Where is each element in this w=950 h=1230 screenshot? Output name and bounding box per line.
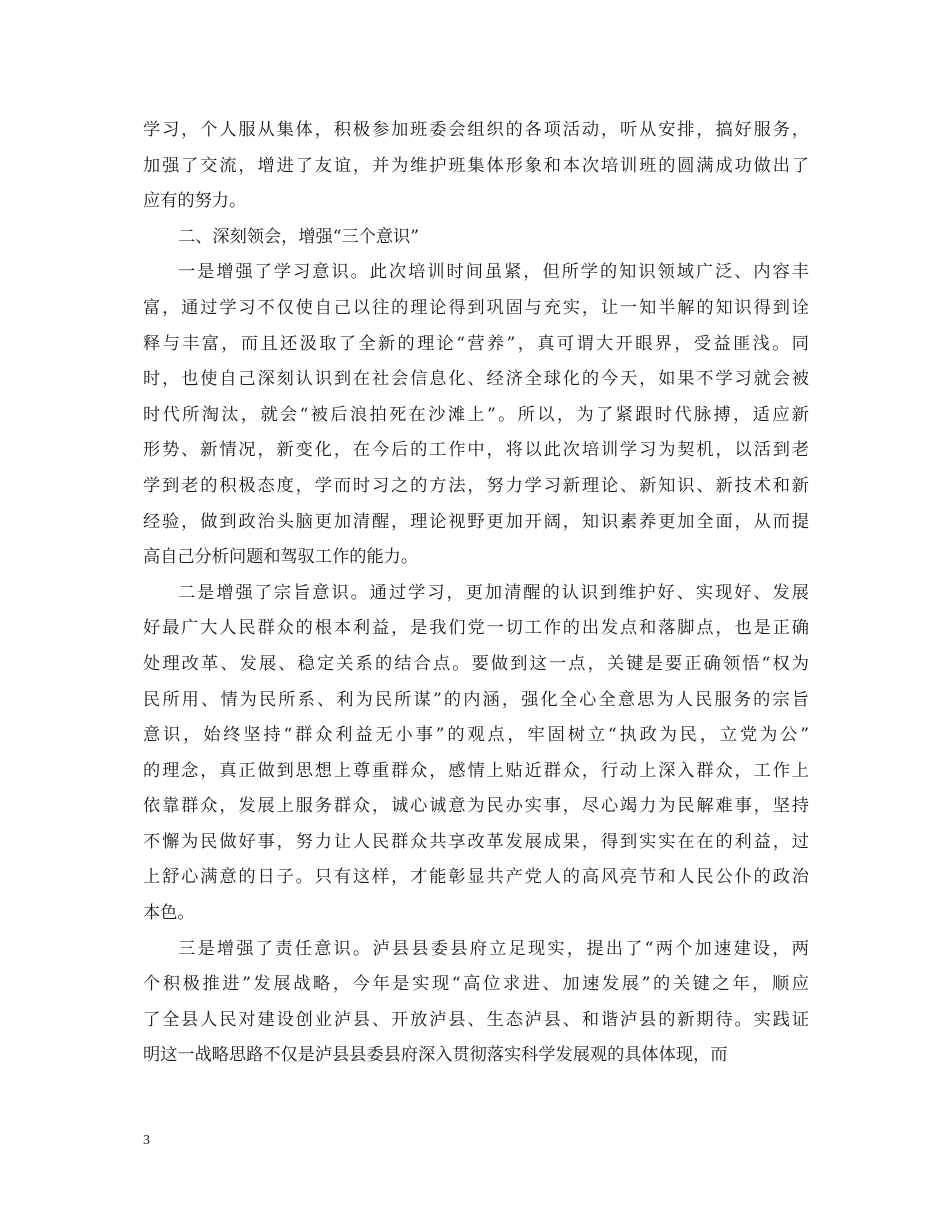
text-line: 明这一战略思路不仅是泸县县委县府深入贯彻落实科学发展观的具体体现，而 — [143, 1045, 728, 1066]
text-line: 应有的努力。 — [143, 191, 247, 212]
paragraph — [143, 932, 809, 1074]
text-line: 上舒心满意的日子。只有这样，才能彰显共产党人的高风亮节和人民公仆的政治 — [143, 867, 809, 888]
text-line: 形势、新情况，新变化，在今后的工作中，将以此次培训学习为契机，以活到老 — [143, 440, 809, 461]
text-line: 释与丰富，而且还汲取了全新的理论“营养”，真可谓大开眼界，受益匪浅。同 — [143, 333, 809, 354]
text-line: 时代所淘汰，就会“被后浪拍死在沙滩上”。所以，为了紧跟时代脉搏，适应新 — [143, 404, 809, 425]
text-line: 经验，做到政治头脑更加清醒，理论视野更加开阔，知识素养更加全面，从而提 — [143, 511, 809, 532]
text-line: 的理念，真正做到思想上尊重群众，感情上贴近群众，行动上深入群众，工作上 — [143, 760, 809, 781]
text-line: 好最广大人民群众的根本利益，是我们党一切工作的出发点和落脚点，也是正确 — [143, 618, 809, 639]
text-line: 处理改革、发展、稳定关系的结合点。要做到这一点，关键是要正确领悟“权为 — [143, 653, 809, 674]
paragraph — [143, 220, 809, 256]
text-line: 民所用、情为民所系、利为民所谋”的内涵，强化全心全意思为人民服务的宗旨 — [143, 689, 809, 710]
text-line: 一是增强了学习意识。此次培训时间虽紧，但所学的知识领域广泛、内容丰 — [178, 262, 809, 283]
text-line: 了全县人民对建设创业泸县、开放泸县、生态泸县、和谐泸县的新期待。实践证 — [143, 1009, 809, 1030]
text-line: 富，通过学习不仅使自己以往的理论得到巩固与充实，让一知半解的知识得到诠 — [143, 297, 809, 318]
text-line: 不懈为民做好事，努力让人民群众共享改革发展成果，得到实实在在的利益，过 — [143, 831, 809, 852]
text-line: 三是增强了责任意识。泸县县委县府立足现实，提出了“两个加速建设，两 — [178, 938, 809, 959]
text-line: 二、深刻领会，增强“三个意识” — [178, 226, 420, 247]
paragraph — [143, 255, 809, 575]
text-line: 二是增强了宗旨意识。通过学习，更加清醒的认识到维护好、实现好、发展 — [178, 582, 809, 603]
text-line: 个积极推进”发展战略，今年是实现“高位求进、加速发展”的关键之年，顺应 — [143, 974, 809, 995]
text-line: 高自己分析问题和驾驭工作的能力。 — [143, 547, 419, 568]
text-line: 依靠群众，发展上服务群众，诚心诚意为民办实事，尽心竭力为民解难事，坚持 — [143, 796, 809, 817]
paragraph — [143, 576, 809, 932]
document-body — [143, 113, 809, 1074]
text-line: 学到老的积极态度，学而时习之的方法，努力学习新理论、新知识、新技术和新 — [143, 475, 809, 496]
text-line: 学习，个人服从集体，积极参加班委会组织的各项活动，听从安排，搞好服务， — [143, 120, 809, 140]
page-number: 3 — [143, 1133, 150, 1148]
text-line: 时，也使自己深刻认识到在社会信息化、经济全球化的今天，如果不学习就会被 — [143, 369, 809, 390]
text-line: 本色。 — [143, 903, 195, 924]
paragraph — [143, 113, 809, 220]
text-line: 意识，始终坚持“群众利益无小事”的观点，牢固树立“执政为民，立党为公” — [143, 725, 809, 746]
text-line: 加强了交流，增进了友谊，并为维护班集体形象和本次培训班的圆满成功做出了 — [143, 155, 809, 176]
